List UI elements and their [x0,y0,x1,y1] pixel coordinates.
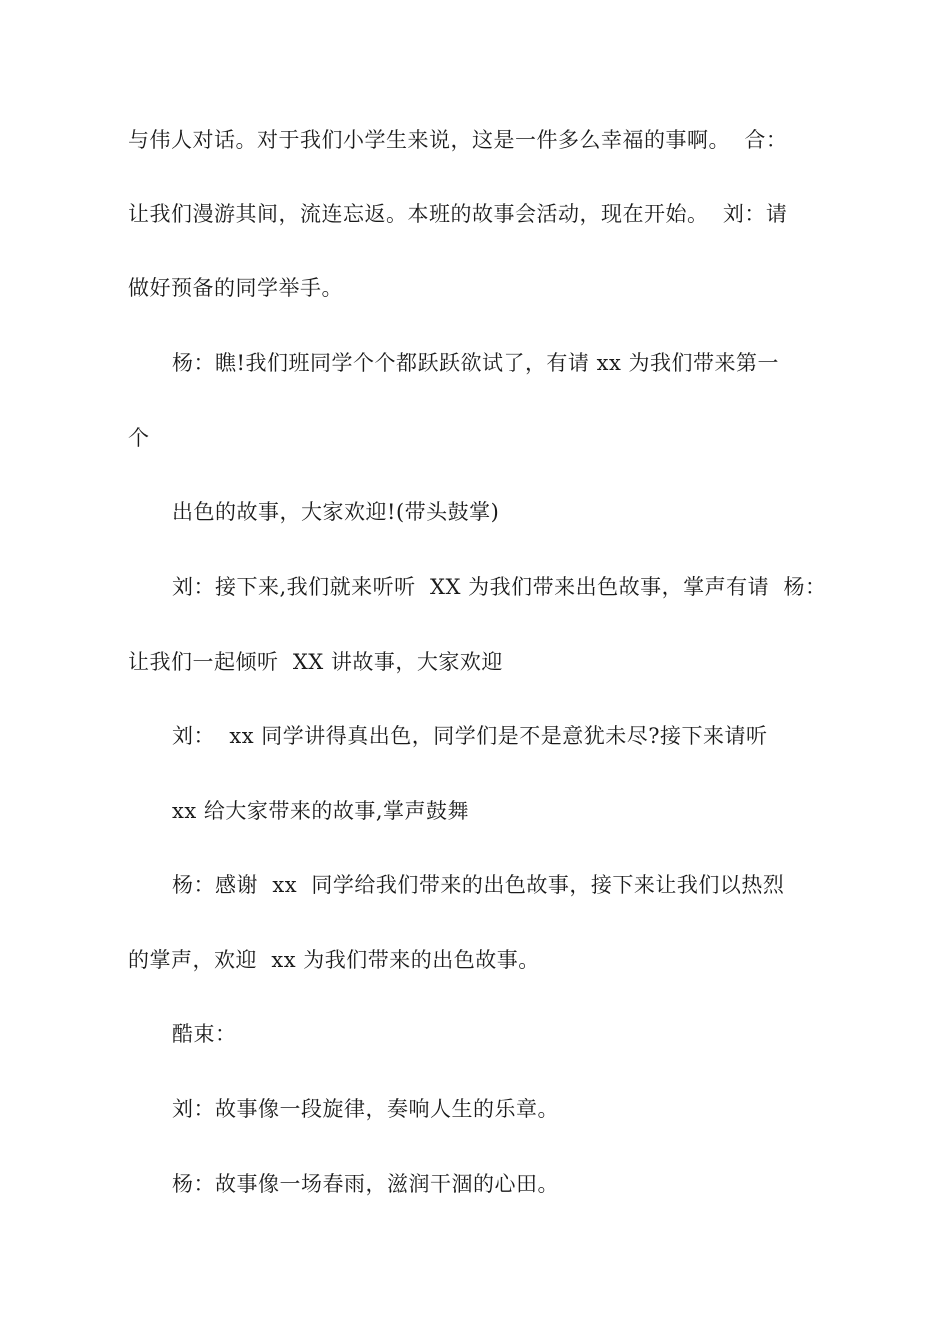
text-line: 个 [128,426,150,450]
text-line: 做好预备的同学举手。 [128,276,343,300]
text-line: 刘： xx 同学讲得真出色，同学们是不是意犹未尽?接下来请听 [172,724,768,748]
text-line: 酷束： [172,1022,237,1046]
text-line: 杨：瞧!我们班同学个个都跃跃欲试了，有请 xx 为我们带来第一 [172,351,779,375]
text-line: 刘：接下来,我们就来听听 XX 为我们带来出色故事，掌声有请 杨： [172,575,827,599]
text-line: 的掌声，欢迎 xx 为我们带来的出色故事。 [128,948,540,972]
text-line: 杨：故事像一场春雨，滋润干涸的心田。 [172,1172,559,1196]
text-line: 刘：故事像一段旋律，奏响人生的乐章。 [172,1097,559,1121]
text-line: 让我们漫游其间，流连忘返。本班的故事会活动，现在开始。 刘：请 [128,202,788,226]
text-line: 让我们一起倾听 XX 讲故事，大家欢迎 [128,650,503,674]
text-line: 杨：感谢 xx 同学给我们带来的出色故事，接下来让我们以热烈 [172,873,785,897]
text-line: xx 给大家带来的故事,掌声鼓舞 [172,799,470,823]
text-line: 出色的故事，大家欢迎!(带头鼓掌) [172,500,500,524]
text-line: 与伟人对话。对于我们小学生来说，这是一件多么幸福的事啊。 合： [128,128,788,152]
